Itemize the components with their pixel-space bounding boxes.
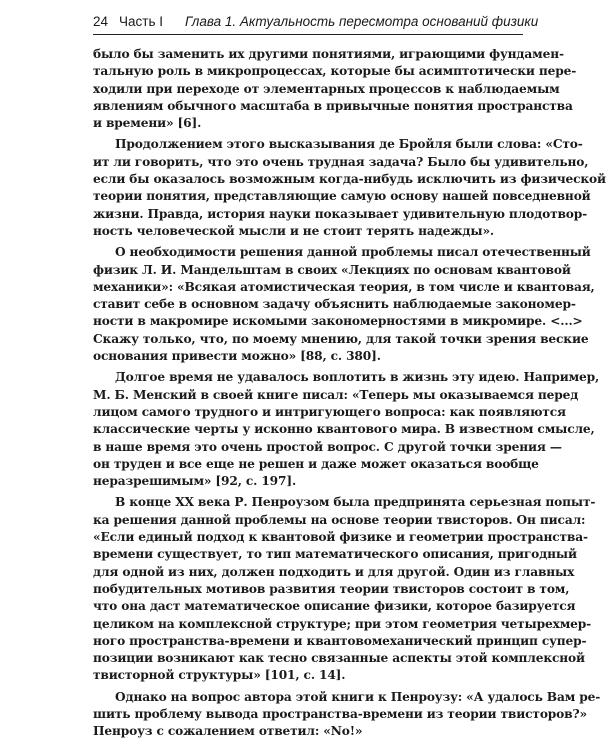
page-number: 24 [93, 14, 109, 29]
text-line: твисторной структуры» [101, с. 14]. [93, 668, 346, 683]
text-line: времени существует, то тип математического описания, пригодный [93, 547, 577, 562]
text-line: ность человеческой мысли и не стоит терять надежды». [93, 223, 494, 238]
paragraph [93, 494, 596, 684]
text-line: теории понятия, представляющие самую основу нашей повседневной [93, 189, 591, 204]
body-text [93, 46, 606, 745]
text-line: в наше время это очень простой вопрос. С другой точки зрения — [93, 439, 562, 454]
text-line: и времени» [6]. [93, 116, 202, 131]
text-line: если бы оказалось возможным когда-нибудь исключить из физической [93, 172, 606, 187]
text-line: ка решения данной проблемы на основе теории твисторов. Он писал: [93, 512, 586, 527]
text-line: лицом самого трудного и интригующего вопроса: как появляются [93, 404, 566, 419]
text-line: что она даст математическое описание физики, которое базируется [93, 599, 576, 614]
paragraph [93, 46, 577, 132]
text-line: неразрешимым» [92, с. 197]. [93, 474, 297, 489]
text-line: Скажу только, что, по моему мнению, для такой точки зрения веские [93, 331, 589, 346]
text-line: Продолжением этого высказывания де Бройля были слова: «Сто- [115, 137, 583, 152]
text-line: ходили при переходе от элементарных процессов к наблюдаемым [93, 81, 560, 96]
text-line: явлениям обычного масштаба в привычные понятия пространства [93, 98, 573, 113]
part-label: Часть I [119, 14, 164, 29]
text-line: ности в макромире искомыми закономерностями в микромире. <...> [93, 314, 583, 329]
text-line: он труден и все еще не решен и даже может оказаться вообще [93, 456, 539, 471]
text-line: жизни. Правда, история науки показывает удивительную плодотвор- [93, 206, 588, 221]
text-line: для одной из них, должен подходить и для другой. Один из главных [93, 564, 575, 579]
text-line: позиции возникают как тесно связанные аспекты этой комплексной [93, 651, 585, 666]
text-line: В конце XX века Р. Пенроузом была предпринята серьезная попыт- [115, 495, 596, 510]
paragraph [93, 136, 606, 240]
text-line: ного пространства-времени и квантовомеханический принцип супер- [93, 633, 587, 648]
text-line: механики»: «Всякая атомистическая теория, в том числе и квантовая, [93, 279, 595, 294]
text-line: физик Л. И. Мандельштам в своих «Лекциях по основам квантовой [93, 262, 571, 277]
chapter-title: Глава 1. Актуальность пересмотра оснований физики [185, 14, 539, 29]
text-line: Долгое время не удавалось воплотить в жизнь эту идею. Например, [115, 370, 600, 385]
text-line: Пенроуз с сожалением ответил: «No!» [93, 724, 363, 739]
text-line: шить проблему вывода пространства-времени из теории твисторов?» [93, 706, 587, 721]
text-line: «Если единый подход к квантовой физике и геометрии пространства- [93, 530, 588, 545]
text-line: побудительных мотивов развития теории твисторов состоит в том, [93, 581, 570, 596]
text-line: О необходимости решения данной проблемы писал отечественный [115, 245, 591, 260]
text-line: было бы заменить их другими понятиями, играющими фундамен- [93, 47, 564, 61]
text-line: ит ли говорить, что это очень трудная задача? Было бы удивительно, [93, 154, 589, 169]
text-line: ставит себе в основном задачу объяснить наблюдаемые закономер- [93, 297, 576, 312]
paragraph [93, 689, 601, 741]
text-line: Однако на вопрос автора этой книги к Пенроузу: «А удалось Вам ре- [115, 689, 601, 704]
running-header [93, 14, 539, 35]
text-line: классические черты у исконно квантового мира. В известном смысле, [93, 422, 595, 437]
paragraph [93, 244, 595, 365]
text-line: М. Б. Менский в своей книге писал: «Теперь мы оказываемся перед [93, 387, 579, 402]
paragraph [93, 369, 600, 490]
text-line: тальную роль в микропроцессах, которые бы асимптотически пере- [93, 64, 577, 79]
text-line: целиком на комплексной структуре; при этом геометрия четырехмер- [93, 616, 592, 631]
text-line: основания привести можно» [88, с. 380]. [93, 349, 381, 364]
